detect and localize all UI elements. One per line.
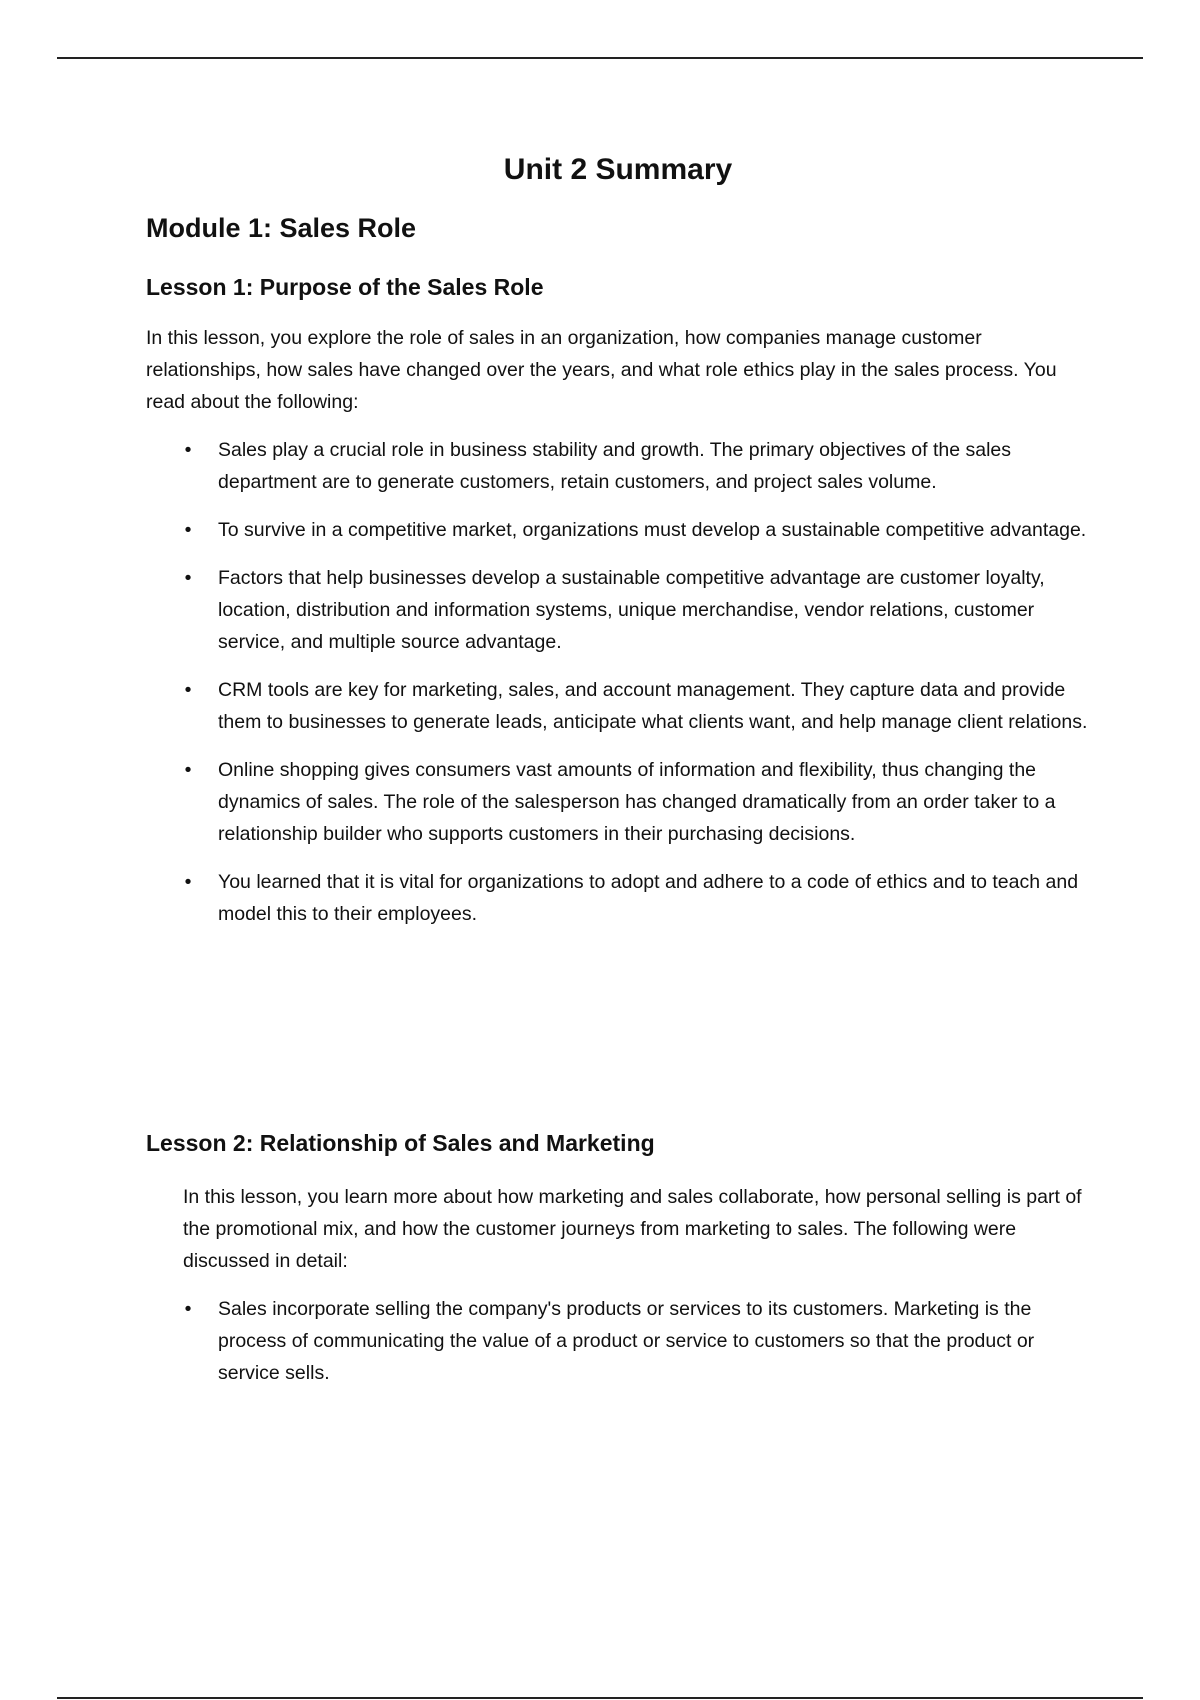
lesson-1-bullet-list	[146, 434, 1096, 946]
bullet-text: Sales incorporate selling the company's products or services to its customers. Marketing is the process of communicating the value of a product or service to customers so that the product or service sells.	[218, 1298, 1035, 1384]
list-item	[146, 562, 1096, 658]
bullet-icon: •	[184, 567, 192, 589]
unit-title: Unit 2 Summary	[503, 153, 733, 186]
bullet-text: Sales play a crucial role in business stability and growth. The primary objectives of the sales department are to generate customers, retain customers, and project sales volume.	[218, 439, 1012, 493]
bullet-icon: •	[184, 519, 192, 541]
bullet-icon: •	[184, 679, 192, 701]
bullet-icon: •	[184, 871, 192, 893]
module-title: Module 1: Sales Role	[146, 213, 417, 243]
bottom-rule	[57, 1697, 1143, 1699]
bullet-text: You learned that it is vital for organizations to adopt and adhere to a code of ethics and to teach and model this to their employees.	[218, 871, 1079, 925]
lesson-2-intro: In this lesson, you learn more about how marketing and sales collaborate, how personal selling is part of the promotional mix, and how the customer journeys from marketing to sales. The following were discussed in detail:	[183, 1186, 1082, 1272]
bullet-icon: •	[184, 1298, 192, 1320]
bullet-icon: •	[184, 759, 192, 781]
bullet-text: CRM tools are key for marketing, sales, and account management. They capture data and provide them to businesses to generate leads, anticipate what clients want, and help manage client relations.	[218, 679, 1088, 733]
list-item	[146, 754, 1096, 850]
bullet-text: To survive in a competitive market, organizations must develop a sustainable competitive advantage.	[218, 519, 1087, 541]
list-item	[146, 1293, 1096, 1389]
lesson-1-title: Lesson 1: Purpose of the Sales Role	[146, 274, 544, 300]
top-rule	[57, 57, 1143, 59]
lesson-2-bullet-list	[146, 1293, 1096, 1405]
list-item	[146, 434, 1096, 498]
bullet-icon: •	[184, 439, 192, 461]
lesson-1-intro: In this lesson, you explore the role of sales in an organization, how companies manage customer relationships, how sales have changed over the years, and what role ethics play in the sales process. You read about the following:	[146, 327, 1057, 413]
list-item	[146, 674, 1096, 738]
bullet-text: Factors that help businesses develop a sustainable competitive advantage are customer loyalty, location, distribution and information systems, unique merchandise, vendor relations, customer service, and multiple source advantage.	[218, 567, 1045, 653]
list-item	[146, 866, 1096, 930]
bullet-text: Online shopping gives consumers vast amounts of information and flexibility, thus changing the dynamics of sales. The role of the salesperson has changed dramatically from an order taker to a relationship builder who supports customers in their purchasing decisions.	[218, 759, 1056, 845]
lesson-2-title: Lesson 2: Relationship of Sales and Marketing	[146, 1130, 655, 1156]
list-item	[146, 514, 1096, 546]
